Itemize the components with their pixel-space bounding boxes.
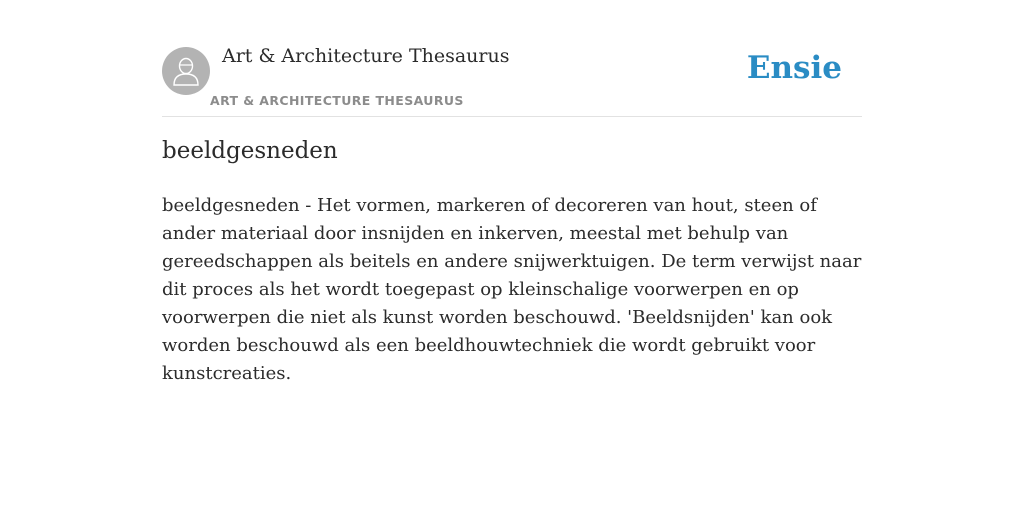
ensie-logo[interactable]: Ensie xyxy=(746,50,842,86)
entry-definition: beeldgesneden - Het vormen, markeren of decoreren van hout, steen of ander materiaal door insnijden en inkerven, meestal met behulp van gereedschappen als beitels en andere snijwerktuigen. De term verwijst naar dit proces als het wordt toegepast op kleinschalige voorwerpen en op voorwerpen die niet als kunst worden beschouwd. 'Beeldsnijden' kan ook worden beschouwd als een beeldhouwtechniek die wordt gebruikt voor kunstcreaties. xyxy=(162,195,862,384)
source-subtitle[interactable]: ART & ARCHITECTURE THESAURUS xyxy=(210,93,464,108)
source-title[interactable]: Art & Architecture Thesaurus xyxy=(222,45,510,67)
avatar[interactable] xyxy=(162,47,210,95)
entry-term: beeldgesneden xyxy=(162,138,338,164)
header xyxy=(162,40,862,117)
